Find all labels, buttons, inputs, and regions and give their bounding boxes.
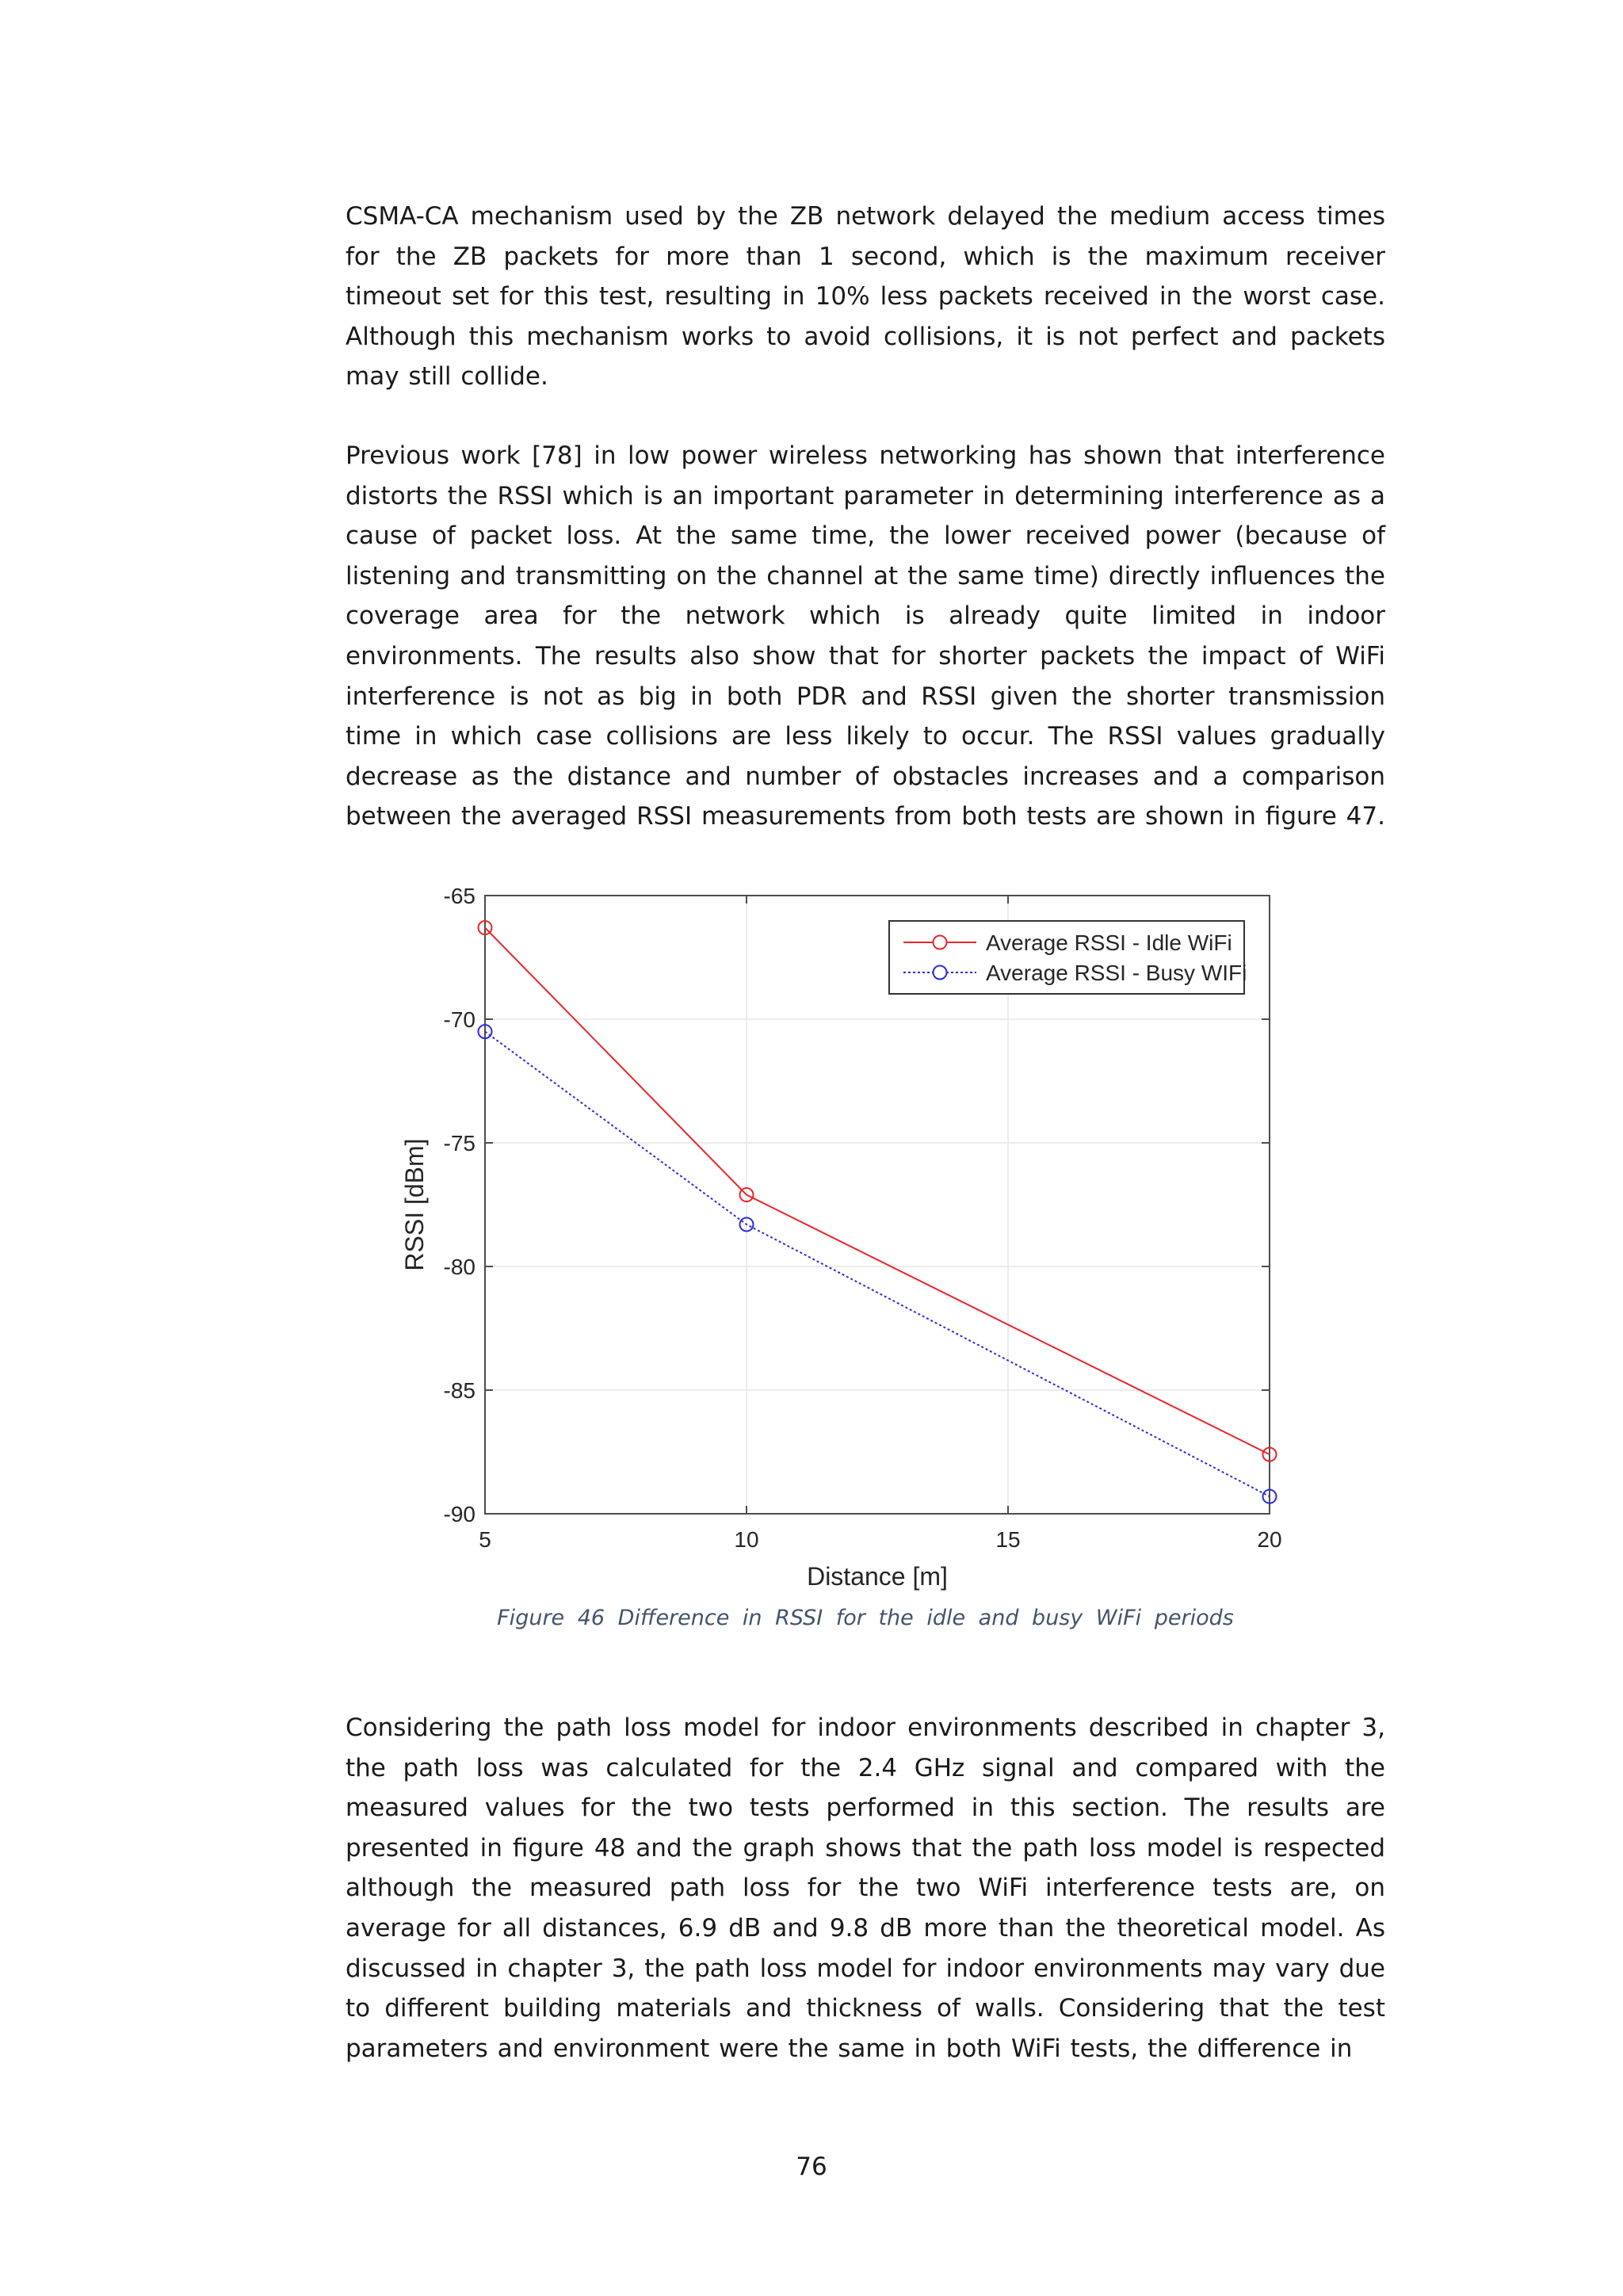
y-tick-label: -85 [443, 1378, 475, 1403]
y-tick-label: -75 [443, 1131, 475, 1156]
body-paragraph: Considering the path loss model for indoor environments described in chapter 3, the path loss was calculated for the 2.4 GHz signal and compared with the measured values for the two tests performed in this section. The results are presented in figure 48 and the graph shows that the path loss model is respected although the measured path loss for the two WiFi interference tests are, on average for all distances, 6.9 dB and 9.8 dB more than the theoretical model. As discussed in chapter 3, the path loss model for indoor environments may vary due to different building materials and thickness of walls. Considering that the test parameters and environment were the same in both WiFi tests, the difference in [346, 1713, 1385, 2063]
x-tick-label: 15 [995, 1527, 1021, 1552]
x-tick-label: 5 [479, 1527, 491, 1552]
x-axis-label: Distance [m] [807, 1562, 948, 1591]
legend-marker [934, 936, 947, 949]
y-tick-label: -65 [443, 884, 475, 908]
rssi-line-chart [400, 872, 1316, 1591]
x-tick-label: 10 [734, 1527, 759, 1552]
y-tick-label: -90 [443, 1502, 475, 1526]
y-tick-label: -70 [443, 1007, 475, 1032]
legend-label: Average RSSI - Idle WiFi [986, 930, 1232, 955]
figure-caption: Figure 46 Difference in RSSI for the idle and busy WiFi periods [497, 1606, 1234, 1630]
legend-marker [934, 966, 947, 980]
body-paragraph: CSMA-CA mechanism used by the ZB network delayed the medium access times for the ZB packets for more than 1 second, which is the maximum receiver timeout set for this test, resulting in 10% less packets received in the worst case. Although this mechanism works to avoid collisions, it is not perfect and packets may still collide. [346, 202, 1385, 392]
y-axis-label: RSSI [dBm] [400, 1138, 429, 1271]
body-paragraph: Previous work [78] in low power wireless networking has shown that interference distorts the RSSI which is an important parameter in determining interference as a cause of packet loss. At the same time, the lower received power (because of listening and transmitting on the channel at the same time) directly influences the coverage area for the network which is already quite limited in indoor environments. The results also show that for shorter packets the impact of WiFi interference is not as big in both PDR and RSSI given the shorter transmission time in which case collisions are less likely to occur. The RSSI values gradually decrease as the distance and number of obstacles increases and a comparison between the averaged RSSI measurements from both tests are shown in figure 47. [346, 441, 1385, 831]
legend-label: Average RSSI - Busy WIFi [986, 961, 1247, 985]
page-number: 76 [796, 2153, 827, 2181]
y-tick-label: -80 [443, 1255, 475, 1279]
x-tick-label: 20 [1257, 1527, 1282, 1552]
